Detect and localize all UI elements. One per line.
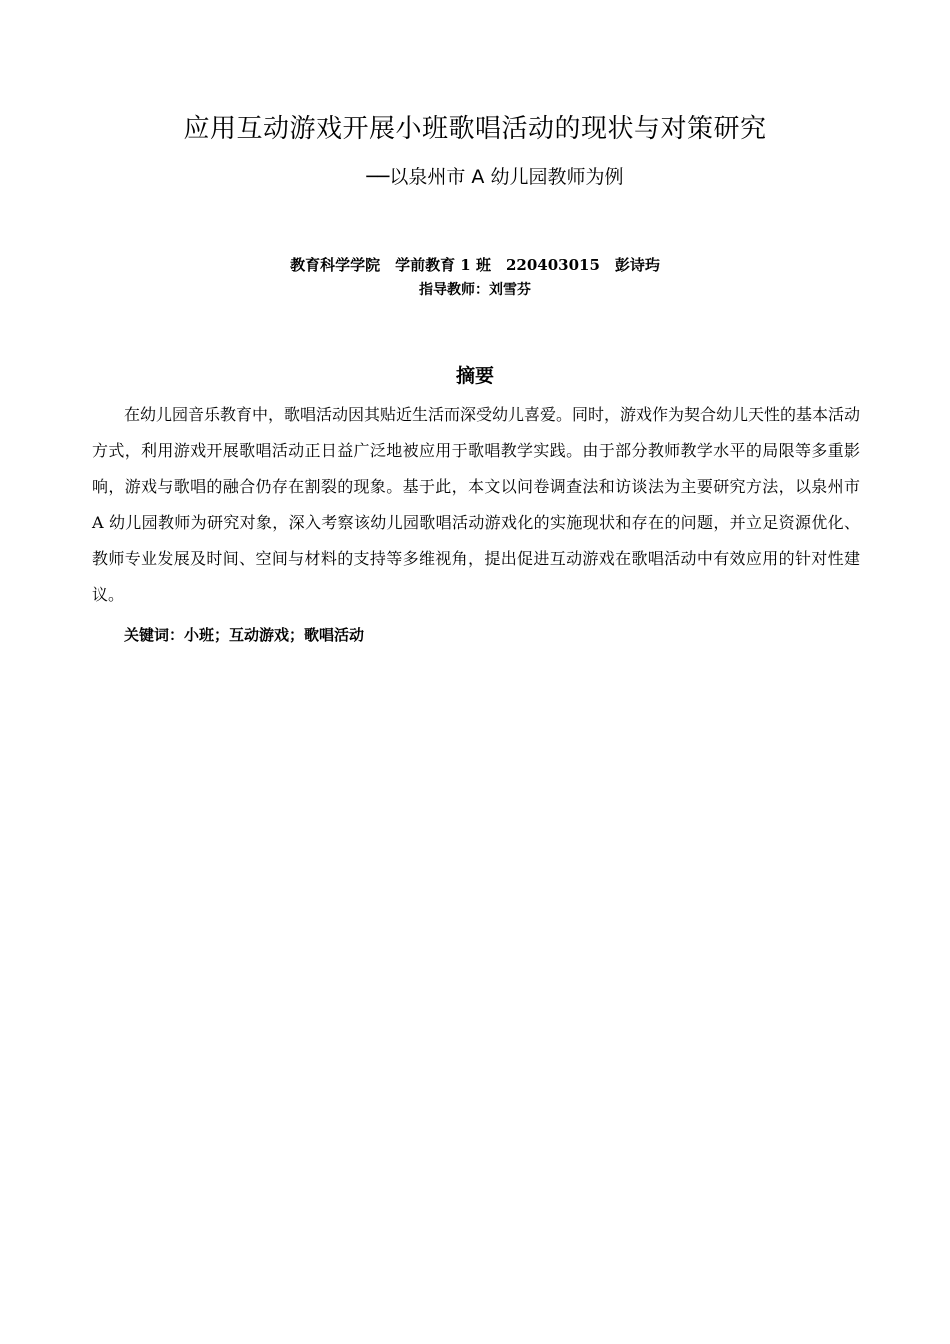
paper-title: 应用互动游戏开展小班歌唱活动的现状与对策研究 [183, 114, 767, 144]
paper-subtitle: ──以泉州市 A 幼儿园教师为例 [366, 166, 624, 188]
advisor-line: 指导教师：刘雪芬 [419, 282, 531, 298]
abstract-heading: 摘要 [455, 365, 494, 387]
author-line: 教育科学学院 学前教育 1 班 220403015 彭诗玙 [290, 256, 660, 274]
keywords-line: 关键词：小班；互动游戏；歌唱活动 [124, 626, 365, 644]
abstract-body: 在幼儿园音乐教育中，歌唱活动因其贴近生活而深受幼儿喜爱。同时，游戏作为契合幼儿天性的基本活动方式，利用游戏开展歌唱活动正日益广泛地被应用于歌唱教学实践。由于部分教师教学水平的局限等多重影响，游戏与歌唱的融合仍存在割裂的现象。基于此，本文以问卷调查法和访谈法为主要研究方法，以泉州市 A 幼儿园教师为研究对象，深入考察该幼儿园歌唱活动游戏化的实施现状和存在的问题，并立足资源优化、教师专业发展及时间、空间与材料的支持等多维视角，提出促进互动游戏在歌唱活动中有效应用的针对性建议。 [92, 405, 861, 604]
